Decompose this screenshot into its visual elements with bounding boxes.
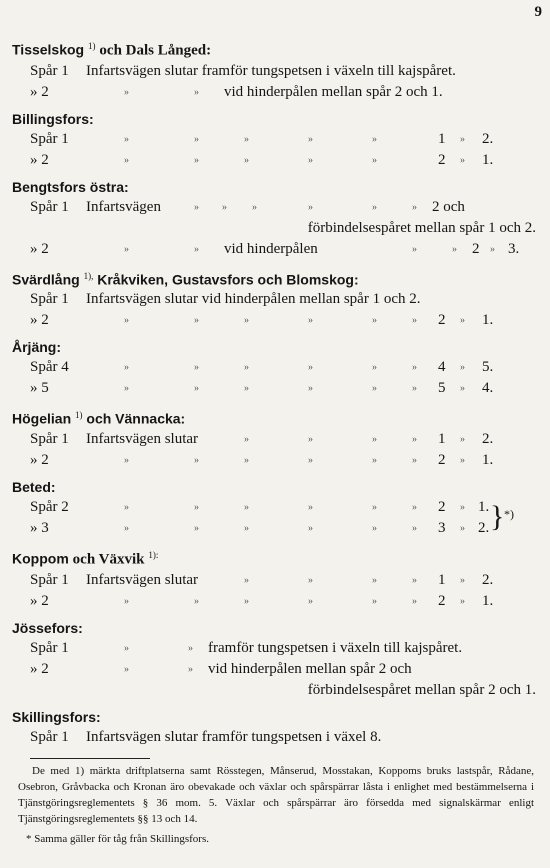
ditto-mark: »: [308, 522, 313, 534]
ditto-mark: »: [222, 201, 227, 213]
track-label: » 2: [30, 151, 49, 168]
ditto-mark: »: [194, 86, 199, 98]
ditto-mark: »: [460, 574, 465, 586]
ditto-mark: »: [244, 454, 249, 466]
ditto-mark: »: [308, 454, 313, 466]
track-label: » 2: [30, 83, 49, 100]
track-from: 1: [438, 430, 446, 447]
ditto-mark: »: [372, 522, 377, 534]
track-label: » 2: [30, 451, 49, 468]
heading-jossefors: Jössefors:: [12, 619, 83, 636]
track-desc: Infartsvägen: [86, 198, 161, 215]
ditto-mark: »: [412, 201, 417, 213]
row-billingsfors-2: [12, 150, 540, 171]
track-from: 2: [438, 592, 446, 609]
ditto-mark: »: [460, 522, 465, 534]
ditto-mark: »: [460, 133, 465, 145]
row-svardlang-2: [12, 310, 540, 331]
track-from: 2: [438, 498, 446, 515]
track-to: 1.: [482, 151, 494, 168]
note-marker: *): [504, 506, 514, 521]
track-label: Spår 1: [30, 639, 69, 656]
heading-svardlang: [12, 266, 540, 290]
heading-name: Svärdlång: [12, 271, 80, 288]
row-hogelian-1: [12, 429, 540, 450]
track-to: 1.: [482, 451, 494, 468]
track-from: 1: [438, 130, 446, 147]
ditto-mark: »: [244, 574, 249, 586]
row-arjang-1: [12, 357, 540, 378]
ditto-mark: »: [460, 454, 465, 466]
track-label: Spår 1: [30, 130, 69, 147]
ditto-mark: »: [124, 522, 129, 534]
ditto-mark: »: [194, 243, 199, 255]
track-to: 5.: [482, 359, 494, 376]
track-label: Spår 1: [30, 430, 69, 447]
ditto-mark: »: [412, 595, 417, 607]
heading-beted: Beted:: [12, 478, 56, 495]
track-to: 1.: [478, 498, 490, 515]
row-bengtsfors-1-cont: förbindelsespåret mellan spår 1 och 2.: [307, 219, 536, 236]
ditto-mark: »: [244, 154, 249, 166]
section-beted: [12, 477, 540, 539]
heading-tail: och Växvik: [72, 551, 145, 568]
ditto-mark: »: [194, 522, 199, 534]
track-desc: vid hinderpålen mellan spår 2 och: [208, 660, 412, 677]
heading-koppom: [12, 545, 540, 570]
heading-billingsfors: Billingsfors:: [12, 110, 94, 127]
ditto-mark: »: [194, 315, 199, 327]
track-desc: Infartsvägen slutar: [86, 430, 199, 447]
row-tisselskog-1: [12, 61, 540, 82]
ditto-mark: »: [372, 501, 377, 513]
ditto-mark: »: [308, 433, 313, 445]
track-desc: Infartsvägen slutar vid hinderpålen mellan spår 1 och 2.: [86, 291, 421, 308]
row-beted-2: [12, 518, 540, 539]
track-desc: vid hinderpålen: [224, 240, 318, 257]
ditto-mark: »: [194, 133, 199, 145]
ditto-mark: »: [244, 315, 249, 327]
row-beted-1: [12, 497, 540, 518]
heading-tail: och Dals Långed:: [99, 42, 212, 59]
track-label: » 3: [30, 519, 49, 536]
track-label: » 2: [30, 240, 49, 257]
ditto-mark: »: [412, 501, 417, 513]
section-koppom: [12, 545, 540, 612]
ditto-mark: »: [308, 201, 313, 213]
footnote-marker: 1),: [83, 270, 94, 281]
footnote-marker: 1):: [148, 549, 159, 560]
track-label: Spår 1: [30, 198, 69, 215]
ditto-mark: »: [124, 362, 129, 374]
ditto-mark: »: [124, 383, 129, 395]
footnote-1: De med 1) märkta driftplatserna samt Rösstegen, Månserud, Mosstakan, Koppoms bruks lastspår, Rådane, Osebron, Gråvbacka och Kronan äro obevakade och växlar och spårspärrar låsta i enlighet med bestämmelserna i Tjänstgöringsreglementets § 36 mom. 5. Växlar och spårspärrar äro försedda med signalskärmar enligt Tjänstgöringsreglementets §§ 13 och 14.: [18, 764, 534, 825]
ditto-mark: »: [124, 86, 129, 98]
track-to: 1.: [482, 312, 494, 329]
ditto-mark: »: [372, 362, 377, 374]
footnote-star: * Samma gäller för tåg från Skillingsfors.: [26, 832, 209, 845]
track-label: Spår 1: [30, 291, 69, 308]
ditto-mark: »: [372, 454, 377, 466]
track-label: » 2: [30, 312, 49, 329]
track-desc: framför tungspetsen i växeln till kajspåret.: [208, 639, 463, 656]
heading-bengtsfors: Bengtsfors östra:: [12, 178, 129, 195]
ditto-mark: »: [452, 243, 457, 255]
row-bengtsfors-1: [12, 197, 540, 218]
footnote-divider: [30, 758, 150, 759]
ditto-mark: »: [372, 574, 377, 586]
track-from: 2: [438, 312, 446, 329]
ditto-mark: »: [244, 133, 249, 145]
track-from: 1: [438, 571, 446, 588]
ditto-mark: »: [372, 433, 377, 445]
row-jossefors-2-cont: förbindelsespåret mellan spår 2 och 1.: [307, 681, 536, 698]
ditto-mark: »: [412, 574, 417, 586]
row-arjang-2: [12, 378, 540, 399]
ditto-mark: »: [194, 595, 199, 607]
ditto-mark: »: [124, 133, 129, 145]
ditto-mark: »: [124, 595, 129, 607]
heading-name: Koppom: [12, 550, 69, 567]
ditto-mark: »: [194, 501, 199, 513]
track-label: Spår 1: [30, 571, 69, 588]
row-koppom-1: [12, 570, 540, 591]
section-jossefors: [12, 618, 540, 701]
ditto-mark: »: [244, 595, 249, 607]
track-label: Spår 1: [30, 62, 69, 79]
section-billingsfors: [12, 109, 540, 171]
section-tisselskog: [12, 36, 540, 103]
ditto-mark: »: [460, 595, 465, 607]
ditto-mark: »: [460, 501, 465, 513]
ditto-mark: »: [124, 243, 129, 255]
ditto-mark: »: [308, 133, 313, 145]
ditto-mark: »: [412, 522, 417, 534]
ditto-mark: »: [372, 595, 377, 607]
row-svardlang-1: [12, 289, 540, 310]
ditto-mark: »: [308, 315, 313, 327]
ditto-mark: »: [252, 201, 257, 213]
ditto-mark: »: [188, 642, 193, 654]
ditto-mark: »: [124, 642, 129, 654]
ditto-mark: »: [244, 522, 249, 534]
track-label: Spår 4: [30, 359, 69, 376]
track-to: 1.: [482, 592, 494, 609]
track-label: » 2: [30, 660, 49, 677]
ditto-mark: »: [308, 362, 313, 374]
page-number: 9: [534, 4, 542, 20]
track-from: 2 och: [432, 198, 465, 215]
ditto-mark: »: [308, 595, 313, 607]
ditto-mark: »: [188, 663, 193, 675]
ditto-mark: »: [460, 362, 465, 374]
row-jossefors-1: [12, 638, 540, 659]
track-from: 5: [438, 380, 446, 397]
ditto-mark: »: [460, 154, 465, 166]
heading-tisselskog: [12, 36, 540, 61]
row-tisselskog-2: [12, 82, 540, 103]
ditto-mark: »: [308, 383, 313, 395]
heading-arjang: Årjäng:: [12, 339, 61, 356]
track-to: 2.: [482, 430, 494, 447]
heading-tail: Kråkviken, Gustavsfors och Blomskog:: [97, 271, 359, 288]
row-hogelian-2: [12, 450, 540, 471]
ditto-mark: »: [194, 154, 199, 166]
heading-hogelian: [12, 405, 540, 429]
ditto-mark: »: [244, 501, 249, 513]
ditto-mark: »: [460, 315, 465, 327]
heading-name: Tisselskog: [12, 41, 85, 58]
row-koppom-2: [12, 591, 540, 612]
track-label: » 2: [30, 592, 49, 609]
track-label: Spår 2: [30, 498, 69, 515]
ditto-mark: »: [194, 362, 199, 374]
beted-rows: [12, 497, 540, 539]
track-desc: Infartsvägen slutar framför tungspetsen i växeln till kajspåret.: [86, 62, 456, 79]
ditto-mark: »: [412, 433, 417, 445]
section-bengtsfors: [12, 177, 540, 260]
heading-skillingsfors: Skillingsfors:: [12, 708, 101, 725]
track-to: 2.: [478, 519, 490, 536]
track-to: 4.: [482, 380, 494, 397]
row-bengtsfors-2: [12, 239, 540, 260]
track-to: 2.: [482, 130, 494, 147]
row-skillingsfors-1: [12, 727, 540, 748]
ditto-mark: »: [372, 315, 377, 327]
section-arjang: [12, 337, 540, 399]
ditto-mark: »: [412, 383, 417, 395]
ditto-mark: »: [412, 315, 417, 327]
ditto-mark: »: [412, 243, 417, 255]
ditto-mark: »: [490, 243, 495, 255]
ditto-mark: »: [124, 501, 129, 513]
section-svardlang: [12, 266, 540, 332]
ditto-mark: »: [372, 154, 377, 166]
track-desc: Infartsvägen slutar: [86, 571, 199, 588]
row-jossefors-2: [12, 659, 540, 680]
track-from: 2: [438, 451, 446, 468]
heading-name: Högelian: [12, 410, 72, 427]
track-to: 3.: [508, 240, 520, 257]
ditto-mark: »: [194, 383, 199, 395]
ditto-mark: »: [194, 201, 199, 213]
track-from: 4: [438, 359, 446, 376]
ditto-mark: »: [194, 454, 199, 466]
track-label: » 5: [30, 380, 49, 397]
footnote-marker: 1): [88, 41, 96, 51]
track-from: 2: [472, 240, 480, 257]
ditto-mark: »: [460, 433, 465, 445]
ditto-mark: »: [124, 315, 129, 327]
heading-tail: och Vännacka:: [86, 410, 186, 427]
ditto-mark: »: [244, 383, 249, 395]
brace-icon: }: [490, 499, 505, 533]
ditto-mark: »: [372, 201, 377, 213]
ditto-mark: »: [124, 663, 129, 675]
track-from: 2: [438, 151, 446, 168]
track-from: 3: [438, 519, 446, 536]
row-billingsfors-1: [12, 129, 540, 150]
track-to: 2.: [482, 571, 494, 588]
ditto-mark: »: [308, 574, 313, 586]
ditto-mark: »: [412, 454, 417, 466]
ditto-mark: »: [412, 362, 417, 374]
ditto-mark: »: [244, 433, 249, 445]
track-label: Spår 1: [30, 728, 69, 745]
ditto-mark: »: [372, 133, 377, 145]
ditto-mark: »: [308, 154, 313, 166]
ditto-mark: »: [372, 383, 377, 395]
ditto-mark: »: [124, 454, 129, 466]
ditto-mark: »: [460, 383, 465, 395]
track-desc: vid hinderpålen mellan spår 2 och 1.: [224, 83, 443, 100]
content: [12, 36, 540, 847]
track-desc: Infartsvägen slutar framför tungspetsen i växel 8.: [86, 728, 382, 745]
footnote-marker: 1): [75, 410, 83, 421]
section-skillingsfors: [12, 707, 540, 748]
ditto-mark: »: [308, 501, 313, 513]
ditto-mark: »: [124, 154, 129, 166]
ditto-mark: »: [244, 362, 249, 374]
section-hogelian: [12, 405, 540, 471]
